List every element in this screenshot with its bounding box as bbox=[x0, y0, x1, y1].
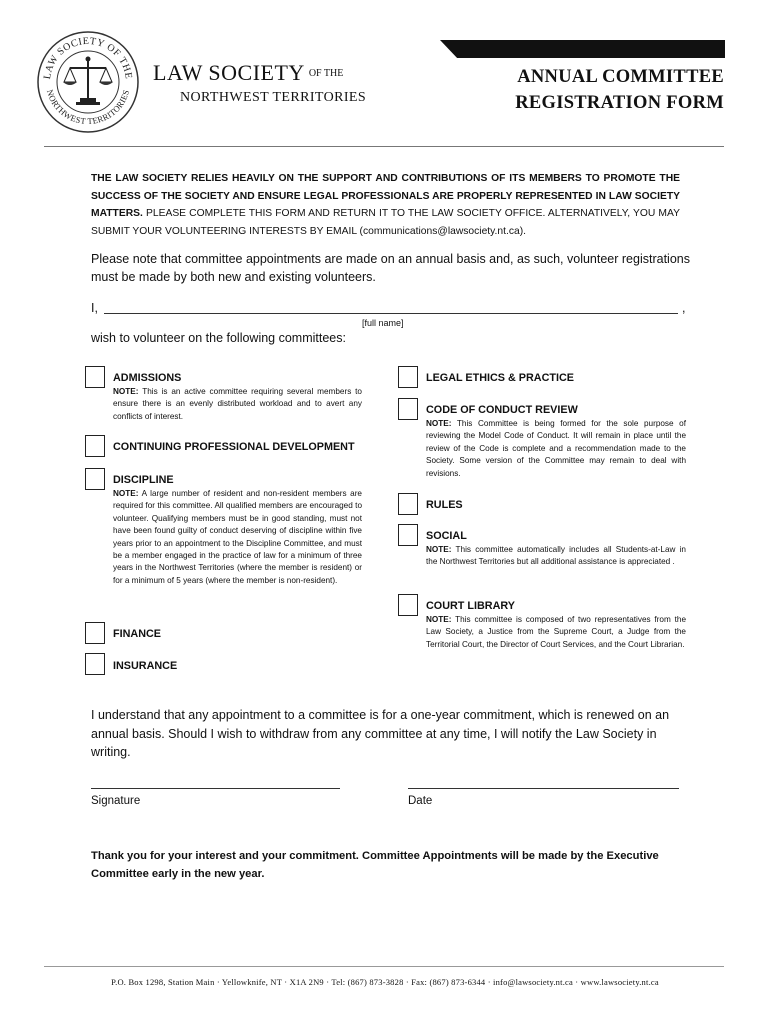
footer-divider bbox=[44, 966, 724, 967]
committee-finance-title: FINANCE bbox=[113, 628, 161, 640]
name-suffix: , bbox=[682, 301, 686, 315]
signature-label: Signature bbox=[91, 795, 141, 807]
committee-rules-title: RULES bbox=[426, 499, 463, 511]
organization-name: LAW SOCIETY OF THE bbox=[153, 60, 344, 85]
committee-discipline-note: NOTE: A large number of resident and non-resident members are required for this committee. All qualified members are encouraged to volunteer. Qualifying members must be in good standing, must not have been found guilty of conduct deserving of discipline within five years prior to an appointment to the Discipline Committee, and must be a member engaged in the practice of law for a minimum of three years in the Northwest Territories (where the member is resident) or for a minimum of 5 years (where the member is non-resident). bbox=[113, 489, 362, 585]
committee-admissions-note: NOTE: This is an active committee requiring several members to ensure there is an evenly distributed workload and to avert any conflicts of interest. bbox=[113, 387, 362, 421]
date-input-line[interactable] bbox=[408, 788, 679, 789]
volunteer-statement: wish to volunteer on the following committees: bbox=[91, 331, 346, 345]
committee-social-title: SOCIAL bbox=[426, 530, 467, 542]
committee-cpd-title: CONTINUING PROFESSIONAL DEVELOPMENT bbox=[113, 441, 355, 453]
checkbox-discipline[interactable] bbox=[85, 468, 105, 490]
checkbox-court-library[interactable] bbox=[398, 594, 418, 616]
checkbox-rules[interactable] bbox=[398, 493, 418, 515]
committee-library-note: NOTE: This committee is composed of two representatives from the Law Society, a Justice from the Supreme Court, a Judge from the Territorial Court, the Director of Court Services, and the Court Librarian. bbox=[426, 615, 686, 649]
intro-paragraph: THE LAW SOCIETY RELIES HEAVILY ON THE SUPPORT AND CONTRIBUTIONS OF ITS MEMBERS TO PROMOTE THE SUCCESS OF THE SOCIETY AND ENSURE LEGAL PROFESSIONALS ARE PROPERLY REPRESENTED IN LAW SOCIETY MATTERS. PLEASE COMPLETE THIS FORM AND RETURN IT TO THE LAW SOCIETY OFFICE. ALTERNATIVELY, YOU MAY SUBMIT YOUR VOLUNTEERING INTERESTS BY EMAIL (communications@lawsociety.nt.ca). bbox=[91, 173, 680, 237]
checkbox-admissions[interactable] bbox=[85, 366, 105, 388]
footer-contact-info: P.O. Box 1298, Station Main · Yellowknife, NT · X1A 2N9 · Tel: (867) 873-3828 · Fax: (867) 873-6344 · info@lawsociety.nt.ca · www.lawsociety.nt.ca bbox=[111, 977, 659, 987]
committee-admissions-title: ADMISSIONS bbox=[113, 372, 182, 384]
committee-conduct-note: NOTE: This Committee is being formed for the sole purpose of reviewing the Model Code of Conduct. It will remain in place until the review of the Code is complete and a recommendation made to the Society. Some version of the Committee may remain to deal with revisions. bbox=[426, 419, 686, 478]
checkbox-code-of-conduct-review[interactable] bbox=[398, 398, 418, 420]
date-label: Date bbox=[408, 795, 433, 807]
svg-text:LAW SOCIETY OF THE: LAW SOCIETY OF THE bbox=[42, 35, 134, 80]
checkbox-legal-ethics-practice[interactable] bbox=[398, 366, 418, 388]
full-name-input-line[interactable] bbox=[104, 313, 678, 314]
header-accent-bar bbox=[440, 40, 725, 58]
svg-text:NORTHWEST TERRITORIES: NORTHWEST TERRITORIES bbox=[44, 88, 132, 127]
checkbox-insurance[interactable] bbox=[85, 653, 105, 675]
commitment-statement: I understand that any appointment to a committee is for a one-year commitment, which is renewed on an annual basis. Should I wish to withdraw from any committee at any time, I will notify the Law Society in writing. bbox=[91, 708, 670, 759]
header-divider bbox=[44, 146, 724, 147]
checkbox-social[interactable] bbox=[398, 524, 418, 546]
form-title: ANNUAL COMMITTEE REGISTRATION FORM bbox=[515, 67, 724, 113]
committee-discipline-title: DISCIPLINE bbox=[113, 474, 174, 486]
committee-conduct-title: CODE OF CONDUCT REVIEW bbox=[426, 404, 578, 416]
committee-insurance-title: INSURANCE bbox=[113, 660, 178, 672]
checkbox-finance[interactable] bbox=[85, 622, 105, 644]
organization-region: NORTHWEST TERRITORIES bbox=[180, 90, 367, 105]
law-society-seal-logo bbox=[36, 30, 140, 134]
name-prefix: I, bbox=[91, 301, 98, 315]
thank-you-message: Thank you for your interest and your commitment. Committee Appointments will be made by the Executive Committee early in the new year. bbox=[91, 850, 659, 880]
annual-basis-note: Please note that committee appointments are made on an annual basis and, as such, volunteer registrations must be made by both new and existing volunteers. bbox=[91, 252, 690, 284]
committee-social-note: NOTE: This committee automatically includes all Students-at-Law in the Northwest Territories but all additional assistance is appreciated . bbox=[426, 545, 686, 567]
committee-ethics-title: LEGAL ETHICS & PRACTICE bbox=[426, 372, 574, 384]
signature-input-line[interactable] bbox=[91, 788, 340, 789]
full-name-caption: [full name] bbox=[362, 318, 404, 328]
committee-library-title: COURT LIBRARY bbox=[426, 600, 515, 612]
checkbox-continuing-professional-development[interactable] bbox=[85, 435, 105, 457]
